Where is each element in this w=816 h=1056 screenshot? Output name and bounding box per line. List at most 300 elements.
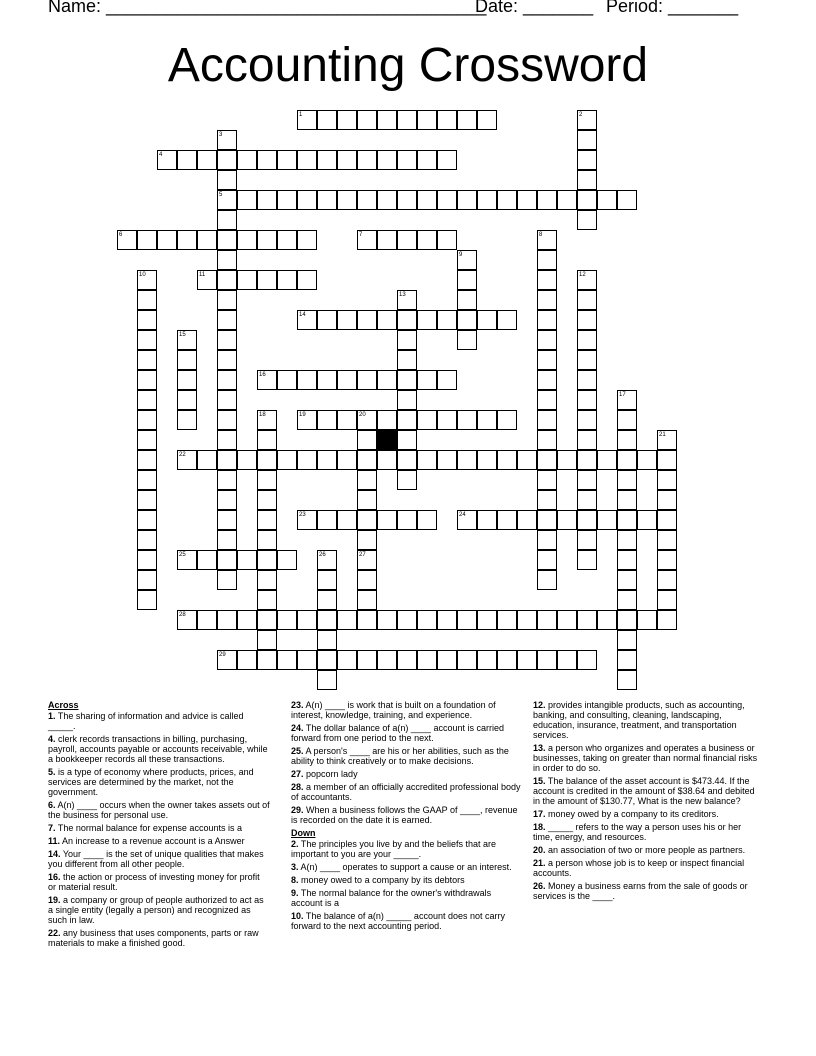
grid-cell[interactable] [337, 370, 357, 390]
grid-cell[interactable] [497, 450, 517, 470]
grid-cell[interactable] [217, 530, 237, 550]
grid-cell[interactable] [637, 450, 657, 470]
grid-cell[interactable] [417, 110, 437, 130]
grid-cell[interactable] [237, 150, 257, 170]
grid-cell[interactable] [277, 270, 297, 290]
grid-cell[interactable] [437, 370, 457, 390]
grid-cell[interactable] [137, 230, 157, 250]
grid-cell[interactable] [397, 110, 417, 130]
grid-cell[interactable] [337, 510, 357, 530]
grid-cell[interactable] [597, 510, 617, 530]
grid-cell[interactable] [397, 510, 417, 530]
grid-cell[interactable] [257, 570, 277, 590]
grid-cell[interactable] [597, 610, 617, 630]
grid-cell[interactable] [157, 230, 177, 250]
grid-cell[interactable] [617, 490, 637, 510]
grid-cell[interactable] [557, 650, 577, 670]
grid-cell[interactable] [377, 150, 397, 170]
grid-cell[interactable] [257, 230, 277, 250]
grid-cell[interactable] [617, 510, 637, 530]
grid-cell[interactable] [477, 310, 497, 330]
grid-cell[interactable] [377, 410, 397, 430]
grid-cell[interactable] [337, 310, 357, 330]
grid-cell[interactable] [237, 550, 257, 570]
grid-cell[interactable] [217, 210, 237, 230]
grid-cell[interactable] [197, 550, 217, 570]
grid-cell[interactable] [317, 410, 337, 430]
grid-cell[interactable] [217, 330, 237, 350]
grid-cell[interactable] [217, 550, 237, 570]
grid-cell[interactable] [657, 610, 677, 630]
grid-cell[interactable] [317, 510, 337, 530]
grid-cell[interactable] [217, 410, 237, 430]
grid-cell[interactable] [317, 190, 337, 210]
grid-cell[interactable] [417, 310, 437, 330]
grid-cell[interactable] [577, 530, 597, 550]
grid-cell[interactable] [317, 590, 337, 610]
grid-cell[interactable] [657, 430, 677, 450]
grid-cell[interactable] [257, 530, 277, 550]
grid-cell[interactable] [357, 430, 377, 450]
grid-cell[interactable] [317, 110, 337, 130]
grid-cell[interactable] [357, 230, 377, 250]
grid-cell[interactable] [217, 350, 237, 370]
grid-cell[interactable] [177, 350, 197, 370]
grid-cell[interactable] [497, 310, 517, 330]
grid-cell[interactable] [257, 630, 277, 650]
grid-cell[interactable] [597, 450, 617, 470]
grid-cell[interactable] [417, 230, 437, 250]
grid-cell[interactable] [237, 450, 257, 470]
grid-cell[interactable] [617, 630, 637, 650]
grid-cell[interactable] [177, 410, 197, 430]
grid-cell[interactable] [537, 490, 557, 510]
grid-cell[interactable] [377, 510, 397, 530]
grid-cell[interactable] [577, 650, 597, 670]
grid-cell[interactable] [357, 470, 377, 490]
grid-cell[interactable] [257, 430, 277, 450]
grid-cell[interactable] [237, 230, 257, 250]
grid-cell[interactable] [137, 370, 157, 390]
grid-cell[interactable] [537, 370, 557, 390]
grid-cell[interactable] [497, 510, 517, 530]
grid-cell[interactable] [317, 570, 337, 590]
grid-cell[interactable] [257, 270, 277, 290]
grid-cell[interactable] [357, 550, 377, 570]
grid-cell[interactable] [177, 330, 197, 350]
grid-cell[interactable] [457, 610, 477, 630]
grid-cell[interactable] [337, 190, 357, 210]
grid-cell[interactable] [357, 570, 377, 590]
grid-cell[interactable] [577, 370, 597, 390]
grid-cell[interactable] [537, 570, 557, 590]
grid-cell[interactable] [457, 290, 477, 310]
date-field[interactable]: Date: _______ [475, 0, 594, 16]
grid-cell[interactable] [557, 190, 577, 210]
grid-cell[interactable] [177, 450, 197, 470]
grid-cell[interactable] [637, 610, 657, 630]
grid-cell[interactable] [417, 190, 437, 210]
grid-cell[interactable] [397, 310, 417, 330]
grid-cell[interactable] [297, 190, 317, 210]
grid-cell[interactable] [277, 370, 297, 390]
grid-cell[interactable] [317, 150, 337, 170]
grid-cell[interactable] [297, 310, 317, 330]
grid-cell[interactable] [377, 310, 397, 330]
grid-cell[interactable] [177, 610, 197, 630]
grid-cell[interactable] [577, 550, 597, 570]
grid-cell[interactable] [257, 590, 277, 610]
grid-cell[interactable] [457, 270, 477, 290]
grid-cell[interactable] [617, 570, 637, 590]
grid-cell[interactable] [477, 110, 497, 130]
grid-cell[interactable] [257, 370, 277, 390]
grid-cell[interactable] [317, 610, 337, 630]
grid-cell[interactable] [657, 510, 677, 530]
grid-cell[interactable] [397, 370, 417, 390]
grid-cell[interactable] [577, 390, 597, 410]
grid-cell[interactable] [297, 230, 317, 250]
grid-cell[interactable] [397, 150, 417, 170]
grid-cell[interactable] [617, 450, 637, 470]
period-field[interactable]: Period: _______ [606, 0, 739, 16]
grid-cell[interactable] [257, 510, 277, 530]
grid-cell[interactable] [377, 370, 397, 390]
grid-cell[interactable] [457, 110, 477, 130]
grid-cell[interactable] [237, 270, 257, 290]
grid-cell[interactable] [537, 330, 557, 350]
grid-cell[interactable] [577, 130, 597, 150]
grid-cell[interactable] [577, 490, 597, 510]
grid-cell[interactable] [437, 450, 457, 470]
grid-cell[interactable] [457, 510, 477, 530]
grid-cell[interactable] [457, 410, 477, 430]
grid-cell[interactable] [617, 430, 637, 450]
grid-cell[interactable] [317, 650, 337, 670]
grid-cell[interactable] [577, 430, 597, 450]
grid-cell[interactable] [537, 450, 557, 470]
grid-cell[interactable] [217, 250, 237, 270]
grid-cell[interactable] [217, 610, 237, 630]
grid-cell[interactable] [617, 530, 637, 550]
grid-cell[interactable] [417, 410, 437, 430]
grid-cell[interactable] [217, 370, 237, 390]
grid-cell[interactable] [417, 450, 437, 470]
grid-cell[interactable] [317, 450, 337, 470]
grid-cell[interactable] [397, 190, 417, 210]
grid-cell[interactable] [577, 310, 597, 330]
grid-cell[interactable] [437, 650, 457, 670]
grid-cell[interactable] [257, 550, 277, 570]
grid-cell[interactable] [257, 470, 277, 490]
grid-cell[interactable] [517, 190, 537, 210]
grid-cell[interactable] [417, 650, 437, 670]
grid-cell[interactable] [197, 150, 217, 170]
grid-cell[interactable] [137, 430, 157, 450]
grid-cell[interactable] [297, 410, 317, 430]
grid-cell[interactable] [377, 650, 397, 670]
grid-cell[interactable] [177, 550, 197, 570]
grid-cell[interactable] [517, 650, 537, 670]
grid-cell[interactable] [437, 150, 457, 170]
grid-cell[interactable] [537, 290, 557, 310]
grid-cell[interactable] [157, 150, 177, 170]
grid-cell[interactable] [537, 410, 557, 430]
grid-cell[interactable] [237, 650, 257, 670]
grid-cell[interactable] [297, 650, 317, 670]
grid-cell[interactable] [437, 410, 457, 430]
grid-cell[interactable] [217, 450, 237, 470]
grid-cell[interactable] [457, 310, 477, 330]
grid-cell[interactable] [617, 590, 637, 610]
grid-cell[interactable] [537, 390, 557, 410]
grid-cell[interactable] [337, 610, 357, 630]
grid-cell[interactable] [217, 130, 237, 150]
grid-cell[interactable] [457, 190, 477, 210]
grid-cell[interactable] [657, 570, 677, 590]
grid-cell[interactable] [537, 610, 557, 630]
grid-cell[interactable] [477, 610, 497, 630]
grid-cell[interactable] [417, 610, 437, 630]
grid-cell[interactable] [357, 490, 377, 510]
grid-cell[interactable] [217, 230, 237, 250]
grid-cell[interactable] [477, 450, 497, 470]
grid-cell[interactable] [597, 190, 617, 210]
grid-cell[interactable] [217, 270, 237, 290]
grid-cell[interactable] [537, 230, 557, 250]
grid-cell[interactable] [177, 230, 197, 250]
grid-cell[interactable] [557, 510, 577, 530]
grid-cell[interactable] [397, 470, 417, 490]
grid-cell[interactable] [577, 510, 597, 530]
grid-cell[interactable] [617, 470, 637, 490]
grid-cell[interactable] [277, 190, 297, 210]
grid-cell[interactable] [297, 370, 317, 390]
grid-cell[interactable] [397, 330, 417, 350]
grid-cell[interactable] [257, 650, 277, 670]
grid-cell[interactable] [417, 150, 437, 170]
grid-cell[interactable] [217, 510, 237, 530]
grid-cell[interactable] [217, 650, 237, 670]
grid-cell[interactable] [217, 170, 237, 190]
grid-cell[interactable] [617, 670, 637, 690]
grid-cell[interactable] [277, 650, 297, 670]
grid-cell[interactable] [437, 230, 457, 250]
grid-cell[interactable] [297, 610, 317, 630]
grid-cell[interactable] [217, 310, 237, 330]
grid-cell[interactable] [237, 190, 257, 210]
grid-cell[interactable] [657, 450, 677, 470]
grid-cell[interactable] [537, 650, 557, 670]
grid-cell[interactable] [557, 610, 577, 630]
grid-cell[interactable] [277, 150, 297, 170]
grid-cell[interactable] [317, 370, 337, 390]
grid-cell[interactable] [377, 230, 397, 250]
grid-cell[interactable] [257, 490, 277, 510]
grid-cell[interactable] [617, 190, 637, 210]
grid-cell[interactable] [257, 610, 277, 630]
grid-cell[interactable] [357, 310, 377, 330]
grid-cell[interactable] [277, 610, 297, 630]
grid-cell[interactable] [317, 550, 337, 570]
grid-cell[interactable] [257, 410, 277, 430]
grid-cell[interactable] [657, 550, 677, 570]
grid-cell[interactable] [357, 410, 377, 430]
grid-cell[interactable] [437, 190, 457, 210]
grid-cell[interactable] [357, 190, 377, 210]
grid-cell[interactable] [477, 410, 497, 430]
grid-cell[interactable] [577, 350, 597, 370]
grid-cell[interactable] [577, 290, 597, 310]
grid-cell[interactable] [357, 370, 377, 390]
grid-cell[interactable] [397, 430, 417, 450]
grid-cell[interactable] [137, 490, 157, 510]
grid-cell[interactable] [397, 450, 417, 470]
grid-cell[interactable] [297, 150, 317, 170]
grid-cell[interactable] [397, 290, 417, 310]
grid-cell[interactable] [377, 610, 397, 630]
grid-cell[interactable] [537, 430, 557, 450]
grid-cell[interactable] [237, 610, 257, 630]
grid-cell[interactable] [577, 150, 597, 170]
grid-cell[interactable] [657, 590, 677, 610]
grid-cell[interactable] [497, 190, 517, 210]
grid-cell[interactable] [397, 610, 417, 630]
grid-cell[interactable] [357, 110, 377, 130]
grid-cell[interactable] [197, 270, 217, 290]
grid-cell[interactable] [577, 450, 597, 470]
grid-cell[interactable] [577, 410, 597, 430]
grid-cell[interactable] [617, 410, 637, 430]
grid-cell[interactable] [537, 350, 557, 370]
grid-cell[interactable] [357, 150, 377, 170]
grid-cell[interactable] [577, 190, 597, 210]
grid-cell[interactable] [537, 310, 557, 330]
grid-cell[interactable] [137, 590, 157, 610]
grid-cell[interactable] [277, 230, 297, 250]
grid-cell[interactable] [317, 670, 337, 690]
grid-cell[interactable] [177, 150, 197, 170]
grid-cell[interactable] [537, 270, 557, 290]
grid-cell[interactable] [137, 530, 157, 550]
grid-cell[interactable] [537, 190, 557, 210]
grid-cell[interactable] [137, 450, 157, 470]
grid-cell[interactable] [337, 450, 357, 470]
grid-cell[interactable] [297, 270, 317, 290]
grid-cell[interactable] [637, 510, 657, 530]
grid-cell[interactable] [577, 110, 597, 130]
grid-cell[interactable] [477, 510, 497, 530]
grid-cell[interactable] [217, 290, 237, 310]
grid-cell[interactable] [357, 590, 377, 610]
grid-cell[interactable] [577, 610, 597, 630]
grid-cell[interactable] [537, 530, 557, 550]
grid-cell[interactable] [357, 510, 377, 530]
grid-cell[interactable] [497, 650, 517, 670]
grid-cell[interactable] [657, 490, 677, 510]
grid-cell[interactable] [457, 250, 477, 270]
grid-cell[interactable] [177, 390, 197, 410]
grid-cell[interactable] [137, 410, 157, 430]
grid-cell[interactable] [317, 630, 337, 650]
grid-cell[interactable] [617, 610, 637, 630]
grid-cell[interactable] [297, 450, 317, 470]
grid-cell[interactable] [217, 390, 237, 410]
grid-cell[interactable] [477, 190, 497, 210]
grid-cell[interactable] [397, 650, 417, 670]
grid-cell[interactable] [397, 230, 417, 250]
grid-cell[interactable] [537, 550, 557, 570]
grid-cell[interactable] [557, 450, 577, 470]
grid-cell[interactable] [337, 650, 357, 670]
grid-cell[interactable] [417, 370, 437, 390]
grid-cell[interactable] [337, 110, 357, 130]
grid-cell[interactable] [197, 450, 217, 470]
grid-cell[interactable] [137, 570, 157, 590]
grid-cell[interactable] [657, 530, 677, 550]
grid-cell[interactable] [297, 510, 317, 530]
grid-cell[interactable] [437, 310, 457, 330]
grid-cell[interactable] [137, 350, 157, 370]
grid-cell[interactable] [377, 110, 397, 130]
grid-cell[interactable] [617, 390, 637, 410]
grid-cell[interactable] [537, 250, 557, 270]
grid-cell[interactable] [417, 510, 437, 530]
grid-cell[interactable] [517, 510, 537, 530]
grid-cell[interactable] [137, 330, 157, 350]
grid-cell[interactable] [657, 470, 677, 490]
grid-cell[interactable] [197, 230, 217, 250]
grid-cell[interactable] [137, 310, 157, 330]
grid-cell[interactable] [397, 350, 417, 370]
grid-cell[interactable] [397, 410, 417, 430]
grid-cell[interactable] [457, 330, 477, 350]
grid-cell[interactable] [337, 410, 357, 430]
grid-cell[interactable] [517, 450, 537, 470]
grid-cell[interactable] [137, 290, 157, 310]
grid-cell[interactable] [377, 450, 397, 470]
grid-cell[interactable] [617, 650, 637, 670]
grid-cell[interactable] [537, 470, 557, 490]
grid-cell[interactable] [357, 610, 377, 630]
grid-cell[interactable] [257, 450, 277, 470]
grid-cell[interactable] [577, 270, 597, 290]
grid-cell[interactable] [437, 110, 457, 130]
grid-cell[interactable] [117, 230, 137, 250]
grid-cell[interactable] [397, 390, 417, 410]
grid-cell[interactable] [357, 530, 377, 550]
grid-cell[interactable] [197, 610, 217, 630]
grid-cell[interactable] [617, 550, 637, 570]
name-field[interactable]: Name: ______________________________________ [48, 0, 487, 16]
grid-cell[interactable] [217, 570, 237, 590]
grid-cell[interactable] [337, 150, 357, 170]
grid-cell[interactable] [277, 450, 297, 470]
grid-cell[interactable] [277, 550, 297, 570]
grid-cell[interactable] [297, 110, 317, 130]
grid-cell[interactable] [217, 430, 237, 450]
grid-cell[interactable] [497, 410, 517, 430]
grid-cell[interactable] [177, 370, 197, 390]
grid-cell[interactable] [137, 390, 157, 410]
grid-cell[interactable] [137, 270, 157, 290]
grid-cell[interactable] [577, 210, 597, 230]
grid-cell[interactable] [137, 470, 157, 490]
grid-cell[interactable] [377, 190, 397, 210]
grid-cell[interactable] [137, 510, 157, 530]
grid-cell[interactable] [217, 490, 237, 510]
grid-cell[interactable] [437, 610, 457, 630]
